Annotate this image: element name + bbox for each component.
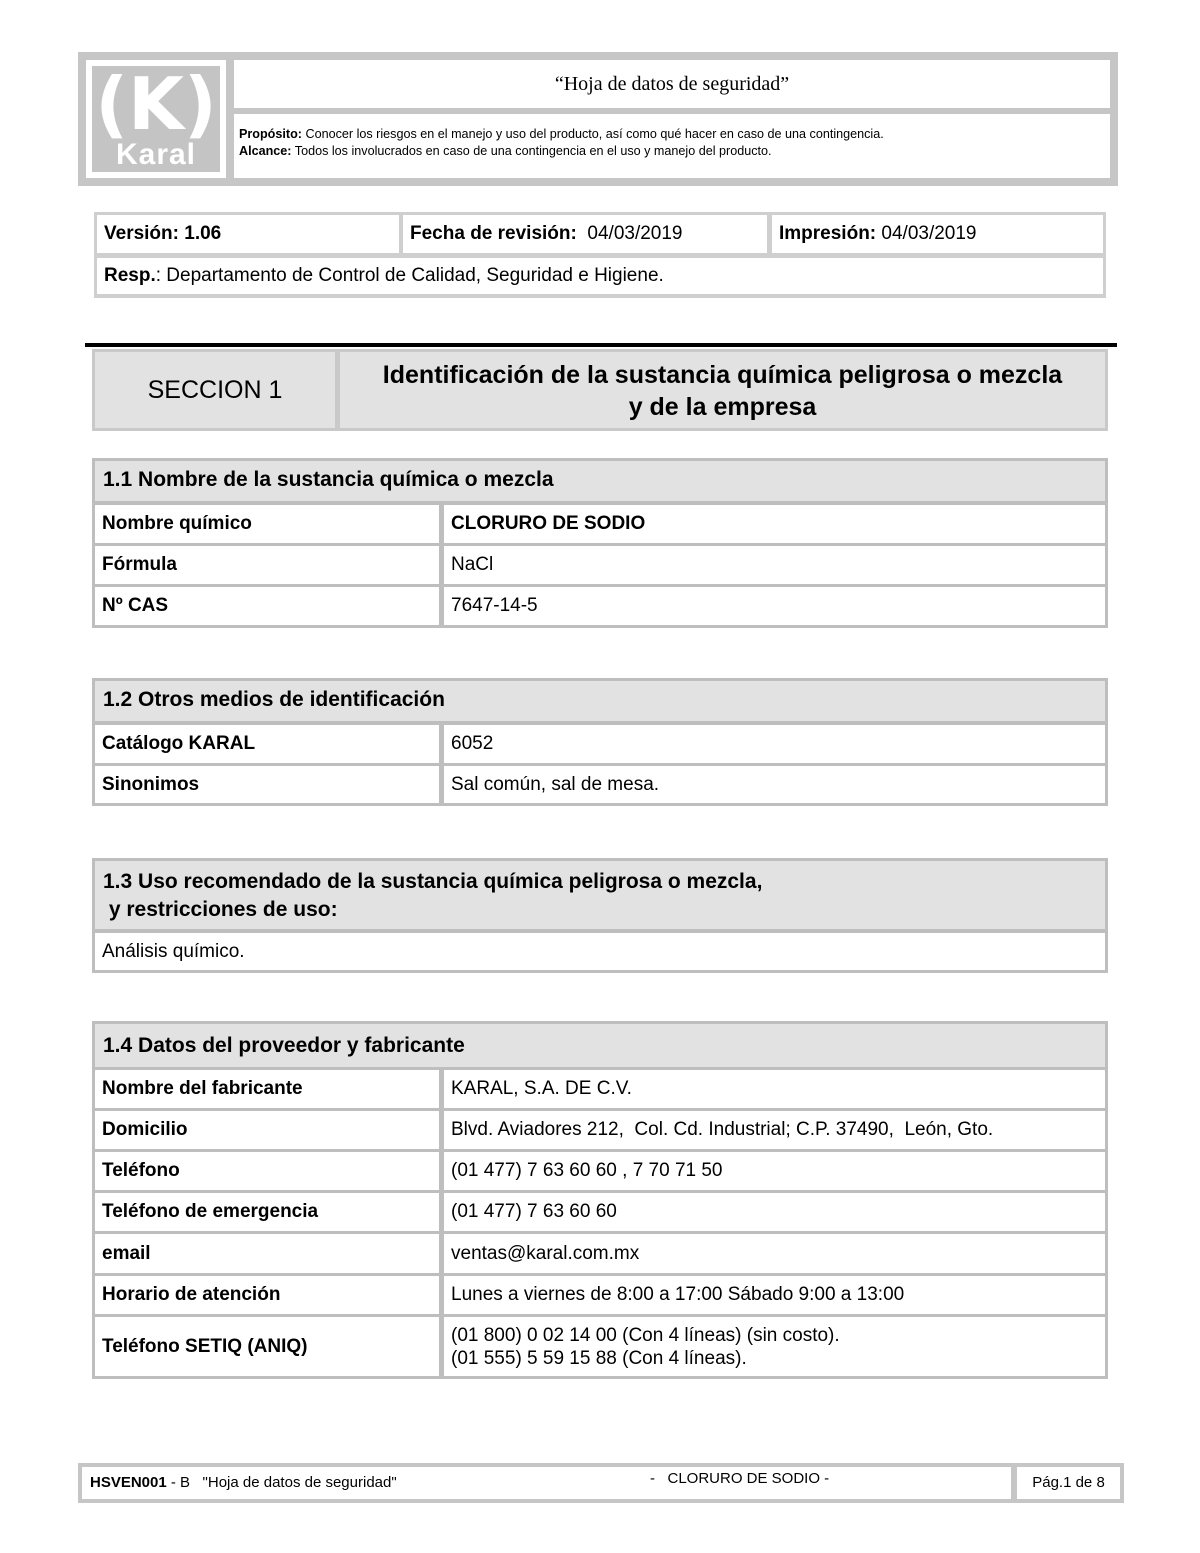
- table-row: [95, 1276, 1105, 1314]
- table-1-4-heading: 1.4 Datos del proveedor y fabricante: [95, 1024, 1105, 1067]
- row-label: Teléfono de emergencia: [95, 1193, 439, 1231]
- row-label: Nº CAS: [95, 587, 439, 625]
- scope-label: Alcance:: [239, 144, 292, 158]
- page-footer: [78, 1463, 1124, 1503]
- row-value: (01 477) 7 63 60 60 , 7 70 71 50: [444, 1152, 1105, 1190]
- row-label: Sinonimos: [95, 766, 439, 803]
- table-1-4: [92, 1021, 1108, 1379]
- table-row: [95, 1234, 1105, 1273]
- table-row: [95, 505, 1105, 543]
- revision-cell: [403, 215, 767, 253]
- responsible-cell: [97, 258, 1103, 294]
- purpose-text: Conocer los riesgos en el manejo y uso del producto, así como qué hacer en caso de una contingencia.: [301, 127, 884, 141]
- table-row: [95, 1111, 1105, 1149]
- table-1-1: [92, 458, 1108, 628]
- document-header: [78, 52, 1118, 186]
- table-row: [95, 1317, 1105, 1376]
- print-label: Impresión:: [779, 223, 877, 244]
- version-cell: [97, 215, 399, 253]
- table-1-2: [92, 678, 1108, 806]
- section-title-line1: Identificación de la sustancia química peligrosa o mezcla: [382, 361, 1063, 389]
- row-label: Catálogo KARAL: [95, 725, 439, 763]
- row-value: ventas@karal.com.mx: [444, 1234, 1105, 1273]
- revision-label: Fecha de revisión:: [410, 223, 577, 244]
- section-number: SECCION 1: [95, 352, 335, 428]
- table-1-3-heading: [95, 861, 1105, 929]
- row-label: Nombre químico: [95, 505, 439, 543]
- purpose-label: Propósito:: [239, 127, 302, 141]
- row-value: Lunes a viernes de 8:00 a 17:00 Sábado 9:00 a 13:00: [444, 1276, 1105, 1314]
- section-title: [340, 352, 1105, 428]
- scope-text: Todos los involucrados en caso de una contingencia en el uso y manejo del producto.: [291, 144, 772, 158]
- table-row: [95, 1152, 1105, 1190]
- row-value-line1: (01 800) 0 02 14 00 (Con 4 líneas) (sin costo).: [451, 1324, 840, 1346]
- table-row: [95, 725, 1105, 763]
- table-1-3-heading-line2: y restricciones de uso:: [103, 898, 338, 921]
- scope-line: [239, 143, 1110, 160]
- row-label: Domicilio: [95, 1111, 439, 1149]
- section-title-line2: y de la empresa: [628, 393, 817, 421]
- karal-logo: [92, 62, 220, 172]
- row-label: Nombre del fabricante: [95, 1070, 439, 1108]
- row-value-line2: (01 555) 5 59 15 88 (Con 4 líneas).: [451, 1347, 747, 1369]
- purpose-scope-box: [234, 114, 1110, 178]
- recommended-use-text: Análisis químico.: [95, 933, 1105, 970]
- row-label: Teléfono SETIQ (ANIQ): [95, 1317, 439, 1376]
- version-label: Versión: 1.06: [104, 223, 222, 244]
- footer-title: - B "Hoja de datos de seguridad": [166, 1474, 397, 1491]
- row-value: NaCl: [444, 546, 1105, 584]
- table-row: [95, 587, 1105, 625]
- table-row: [95, 933, 1105, 970]
- footer-product: - CLORURO DE SODIO -: [650, 1470, 830, 1487]
- footer-document-info: [82, 1467, 1011, 1499]
- table-1-3-heading-line1: 1.3 Uso recomendado de la sustancia química peligrosa o mezcla,: [103, 870, 763, 893]
- row-value: KARAL, S.A. DE C.V.: [444, 1070, 1105, 1108]
- table-row: [95, 1070, 1105, 1108]
- row-value: 6052: [444, 725, 1105, 763]
- row-label: Horario de atención: [95, 1276, 439, 1314]
- row-label: email: [95, 1234, 439, 1273]
- page-number: Pág.1 de 8: [1017, 1467, 1120, 1499]
- document-title: “Hoja de datos de seguridad”: [234, 60, 1110, 108]
- row-label: Fórmula: [95, 546, 439, 584]
- revision-date: 04/03/2019: [587, 223, 683, 244]
- row-value: [444, 1317, 1105, 1376]
- purpose-line: [239, 126, 1110, 143]
- responsible-label: Resp.: [104, 265, 156, 286]
- row-value: CLORURO DE SODIO: [444, 505, 1105, 543]
- table-1-3: [92, 858, 1108, 973]
- version-box: [94, 212, 1106, 298]
- print-cell: [772, 215, 1103, 253]
- section-header: [92, 349, 1108, 431]
- table-row: [95, 546, 1105, 584]
- table-row: [95, 766, 1105, 803]
- print-date: 04/03/2019: [881, 223, 977, 244]
- row-value: Sal común, sal de mesa.: [444, 766, 1105, 803]
- table-1-1-heading: 1.1 Nombre de la sustancia química o mezcla: [95, 461, 1105, 501]
- table-row: [95, 1193, 1105, 1231]
- section-divider: [85, 343, 1117, 347]
- row-label: Teléfono: [95, 1152, 439, 1190]
- row-value: 7647-14-5: [444, 587, 1105, 625]
- footer-code: HSVEN001: [90, 1474, 167, 1491]
- karal-logo-text: Karal: [115, 138, 197, 171]
- karal-logo-mark: (K): [95, 62, 217, 146]
- logo-frame: [86, 60, 226, 178]
- row-value: (01 477) 7 63 60 60: [444, 1193, 1105, 1231]
- row-value: Blvd. Aviadores 212, Col. Cd. Industrial; C.P. 37490, León, Gto.: [444, 1111, 1105, 1149]
- responsible-text: : Departamento de Control de Calidad, Seguridad e Higiene.: [155, 265, 664, 286]
- table-1-2-heading: 1.2 Otros medios de identificación: [95, 681, 1105, 721]
